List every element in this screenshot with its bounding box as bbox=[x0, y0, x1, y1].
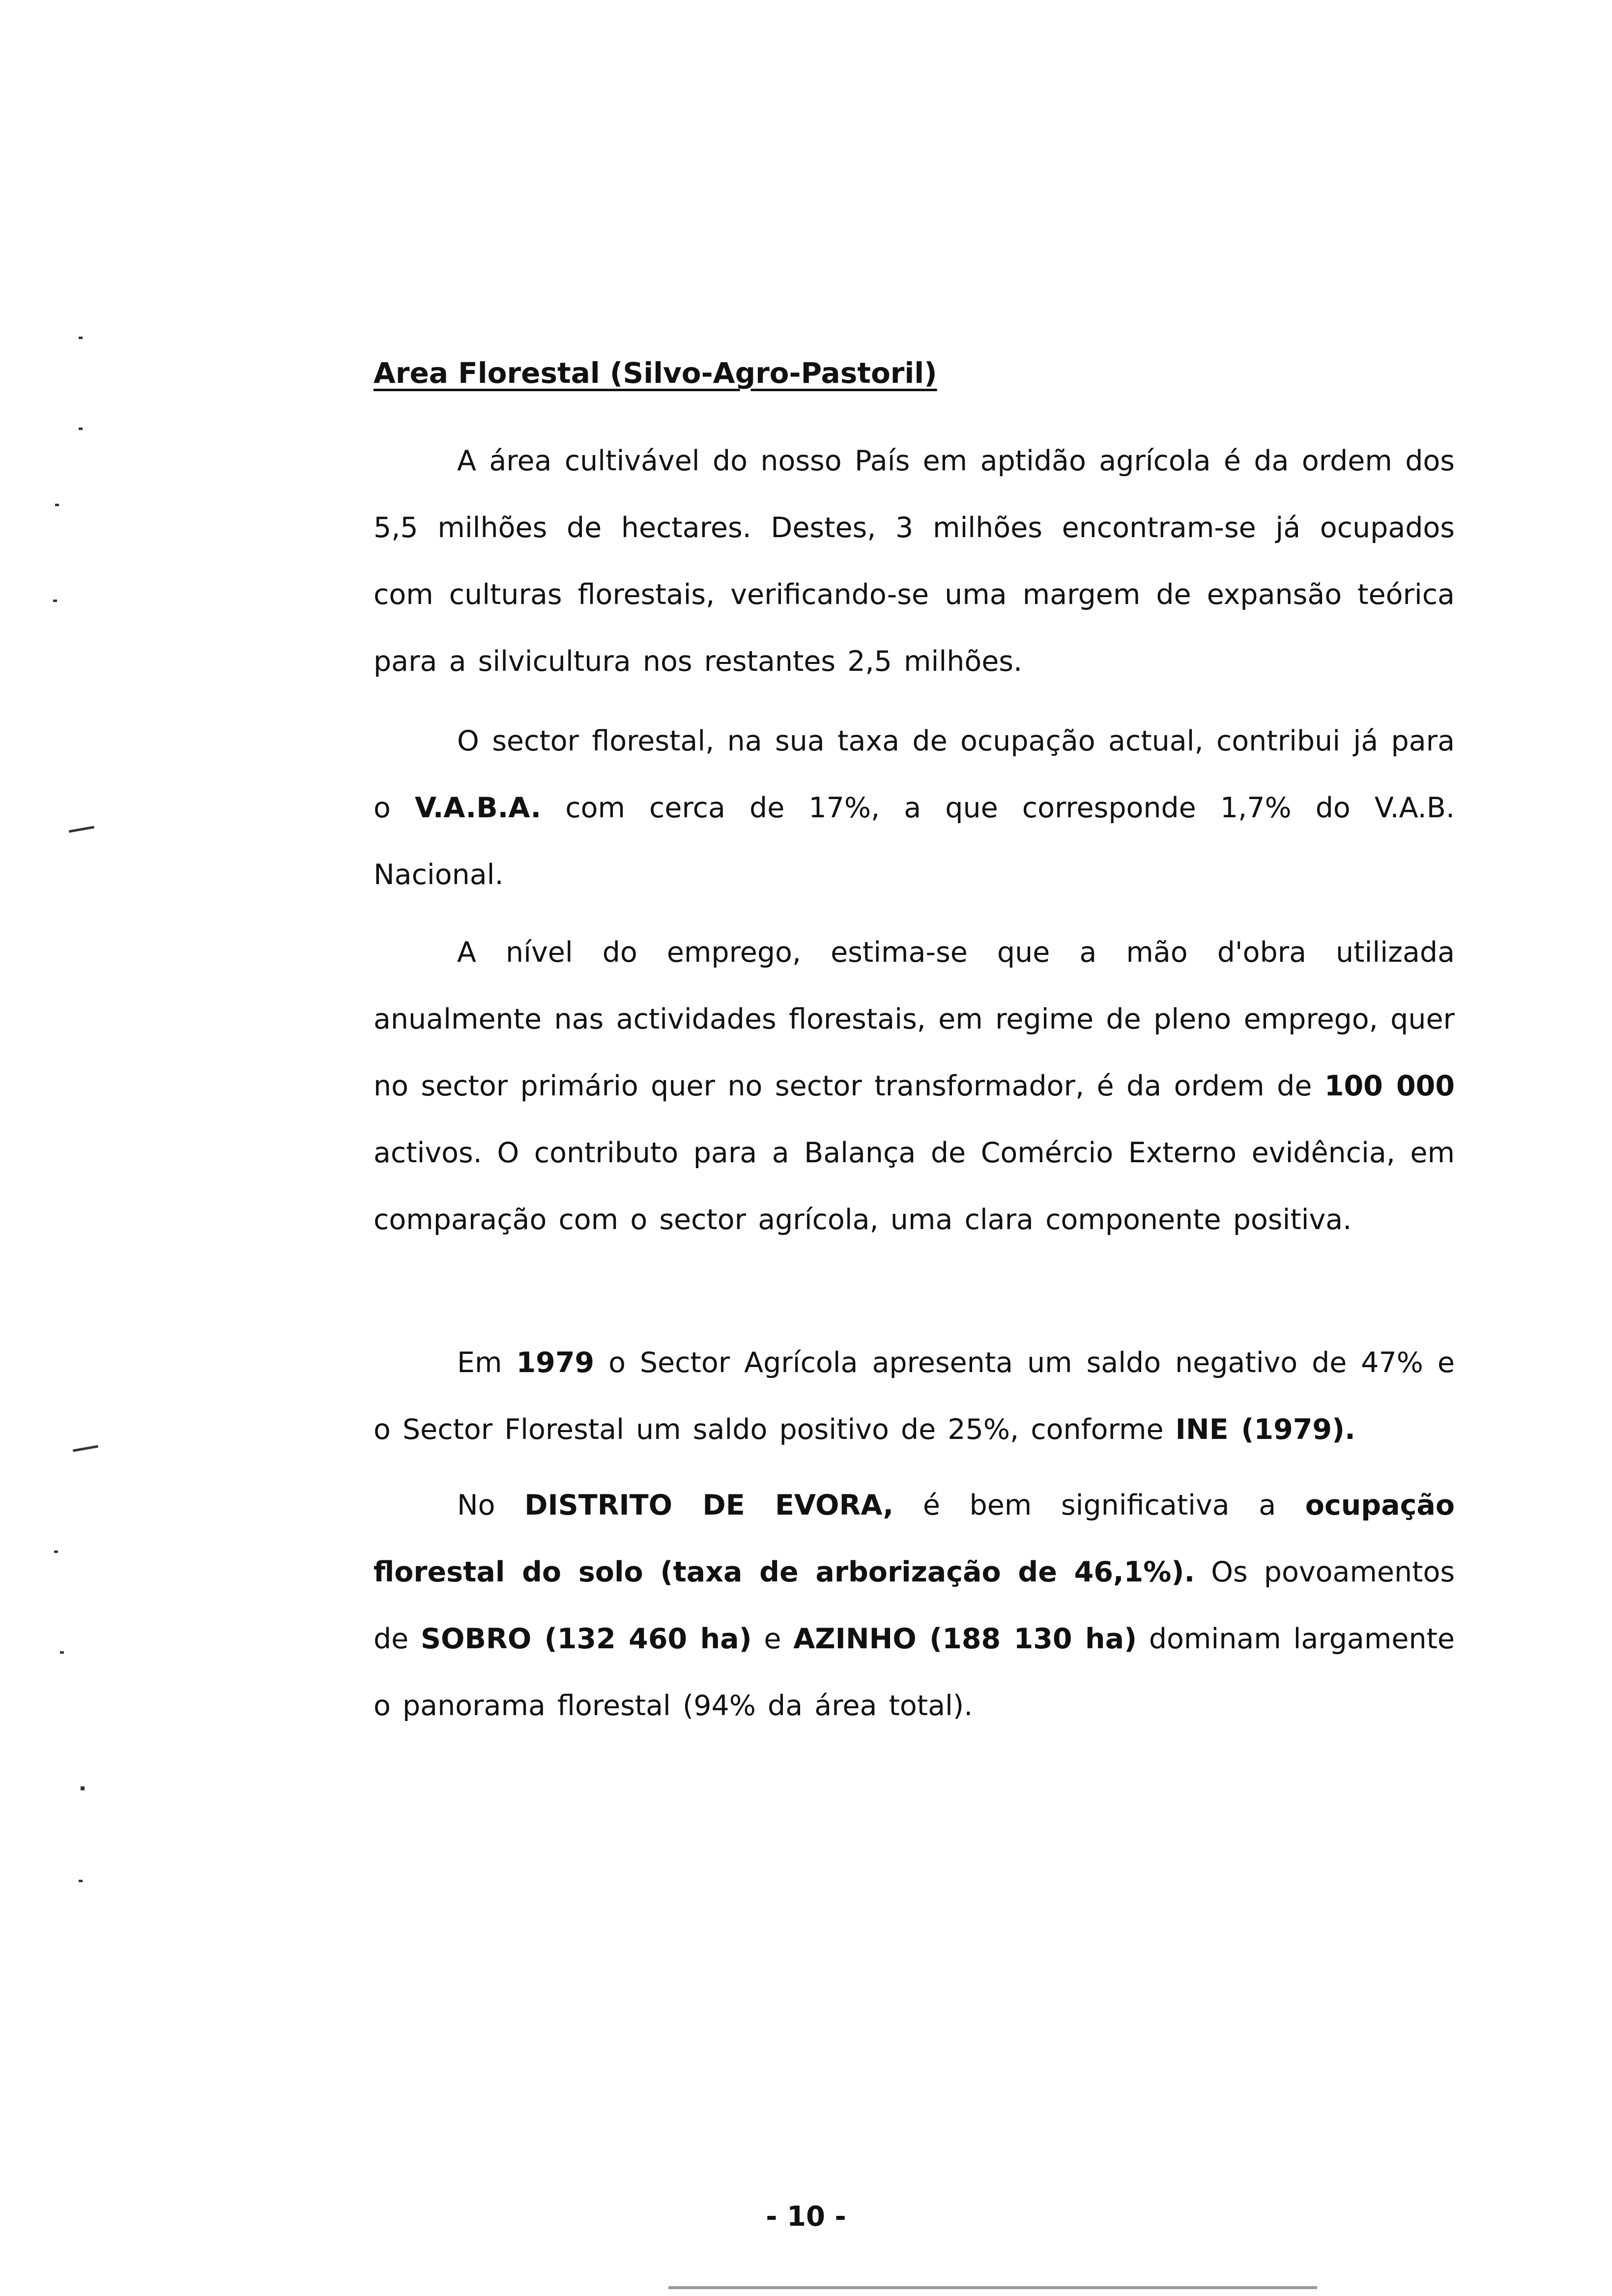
paragraph-bold-text: DISTRITO DE EVORA, bbox=[524, 1489, 894, 1521]
margin-mark bbox=[79, 337, 83, 339]
scan-edge-line bbox=[668, 2286, 1317, 2289]
paragraph-forest-sector bbox=[374, 708, 1455, 908]
paragraph-trade-balance bbox=[374, 1329, 1455, 1463]
paragraph-bold-text: ocupação florestal do solo (taxa de arborização de 46,1%). bbox=[374, 1489, 1455, 1588]
paragraph-text: é bem significativa a bbox=[893, 1489, 1305, 1521]
paragraph-employment bbox=[374, 919, 1455, 1253]
paragraph-bold-text: INE (1979). bbox=[1175, 1413, 1355, 1446]
paragraph-text: com cerca de 17%, a que corresponde 1,7% do V.A.B. Nacional. bbox=[374, 792, 1455, 891]
paragraph-text: o Sector Agrícola apresenta um saldo negativo de 47% e o Sector Florestal um saldo positivo de 25%, conforme bbox=[374, 1347, 1455, 1446]
paragraph-text: O sector florestal, na sua taxa de ocupação actual, contribui já para o bbox=[374, 725, 1455, 824]
page-number: - 10 - bbox=[766, 2201, 846, 2233]
paragraph-text: A área cultivável do nosso País em aptidão agrícola é da ordem dos 5,5 milhões de hectares. Destes, 3 milhões encontram-se já ocupados com culturas florestais, verificando-se uma margem de expansão teórica para a silvicultura nos restantes 2,5 milhões. bbox=[374, 445, 1455, 678]
paragraph-bold-text: 100 000 bbox=[1324, 1070, 1455, 1102]
paragraph-text: Em bbox=[457, 1347, 517, 1379]
margin-mark bbox=[81, 1786, 85, 1790]
margin-mark bbox=[79, 1880, 83, 1882]
paragraph-text: Os povoamentos de bbox=[374, 1556, 1455, 1655]
paragraph-text: activos. O contributo para a Balança de Comércio Externo evidência, em comparação com o sector agrícola, uma clara componente positiva. bbox=[374, 1137, 1455, 1236]
paragraph-bold-text: V.A.B.A. bbox=[414, 792, 542, 824]
paragraph-bold-text: 1979 bbox=[516, 1347, 595, 1379]
margin-mark bbox=[53, 600, 57, 602]
paragraph-evora-district bbox=[374, 1472, 1455, 1739]
section-heading: Area Florestal (Silvo-Agro-Pastoril) bbox=[374, 356, 937, 390]
margin-mark bbox=[79, 428, 83, 430]
margin-mark bbox=[69, 826, 94, 833]
paragraph-text: e bbox=[751, 1623, 794, 1655]
paragraph-text: A nível do emprego, estima-se que a mão d'obra utilizada anualmente nas actividades florestais, em regime de pleno emprego, quer no sector primário quer no sector transformador, é da ordem de bbox=[374, 936, 1455, 1102]
margin-mark bbox=[54, 1550, 58, 1553]
margin-mark bbox=[55, 504, 59, 506]
paragraph-text: dominam largamente o panorama florestal (94% da área total). bbox=[374, 1623, 1455, 1722]
paragraph-text: No bbox=[457, 1489, 525, 1521]
paragraph-bold-text: AZINHO (188 130 ha) bbox=[793, 1623, 1137, 1655]
margin-mark bbox=[73, 1445, 98, 1452]
paragraph-cultivable-area bbox=[374, 428, 1455, 695]
paragraph-bold-text: SOBRO (132 460 ha) bbox=[420, 1623, 752, 1655]
margin-mark bbox=[60, 1651, 64, 1654]
